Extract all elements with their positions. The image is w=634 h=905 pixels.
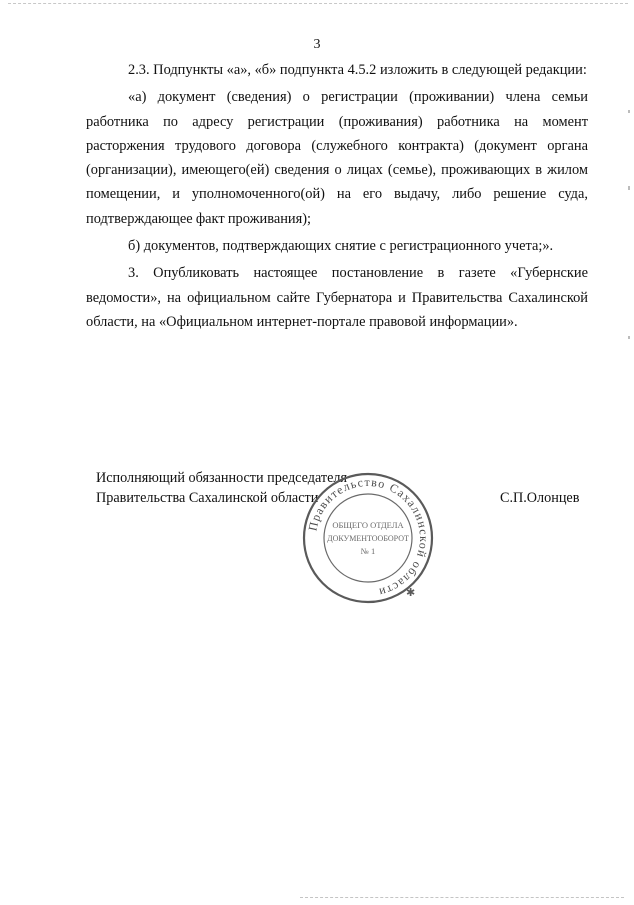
official-seal [300, 470, 436, 606]
scan-speck [628, 186, 630, 190]
signatory-position-line2: Правительства Сахалинской области [96, 490, 319, 506]
seal-center-line1: ОБЩЕГО ОТДЕЛА [332, 520, 404, 530]
signatory-position-line1: Исполняющий обязанности председателя [96, 470, 347, 486]
seal-stamp-icon [300, 470, 436, 606]
scan-speck [628, 336, 630, 339]
paragraph-subitem-b: б) документов, подтверждающих снятие с регистрационного учета;». [128, 238, 554, 255]
seal-star: ✱ [406, 587, 416, 599]
scan-speck [628, 110, 630, 113]
paragraph-3-publication: 3. Опубликовать настоящее постановление в газете «Губернские ведомости», на официальном сайте Губернатора и Правительства Сахалинской области, на «Официальном интернет-портале правовой информации». [86, 265, 588, 330]
paragraph-subitem-a: «а) документ (сведения) о регистрации (проживании) члена семьи работника по адресу регистрации (проживания) работника на момент расторжения трудового договора (служебного контракта) (документ органа (организации), имеющего(ей) сведения о лицах (семье), проживающих в жилом помещении, и уполномоченного(ой) на его выдачу, либо решение суда, подтверждающее факт проживания); [86, 89, 588, 227]
seal-center-line2: ДОКУМЕНТООБОРОТ [327, 534, 409, 543]
page-number: 3 [313, 37, 321, 52]
seal-ring-text: Правительство Сахалинской области [305, 474, 432, 600]
scan-top-edge [8, 3, 628, 5]
scan-bottom-edge [300, 897, 624, 899]
signatory-name: С.П.Олонцев [500, 490, 580, 506]
paragraph-2-3: 2.3. Подпункты «а», «б» подпункта 4.5.2 изложить в следующей редакции: [128, 62, 587, 78]
seal-center-line3: № 1 [360, 546, 376, 556]
document-body [86, 58, 588, 334]
